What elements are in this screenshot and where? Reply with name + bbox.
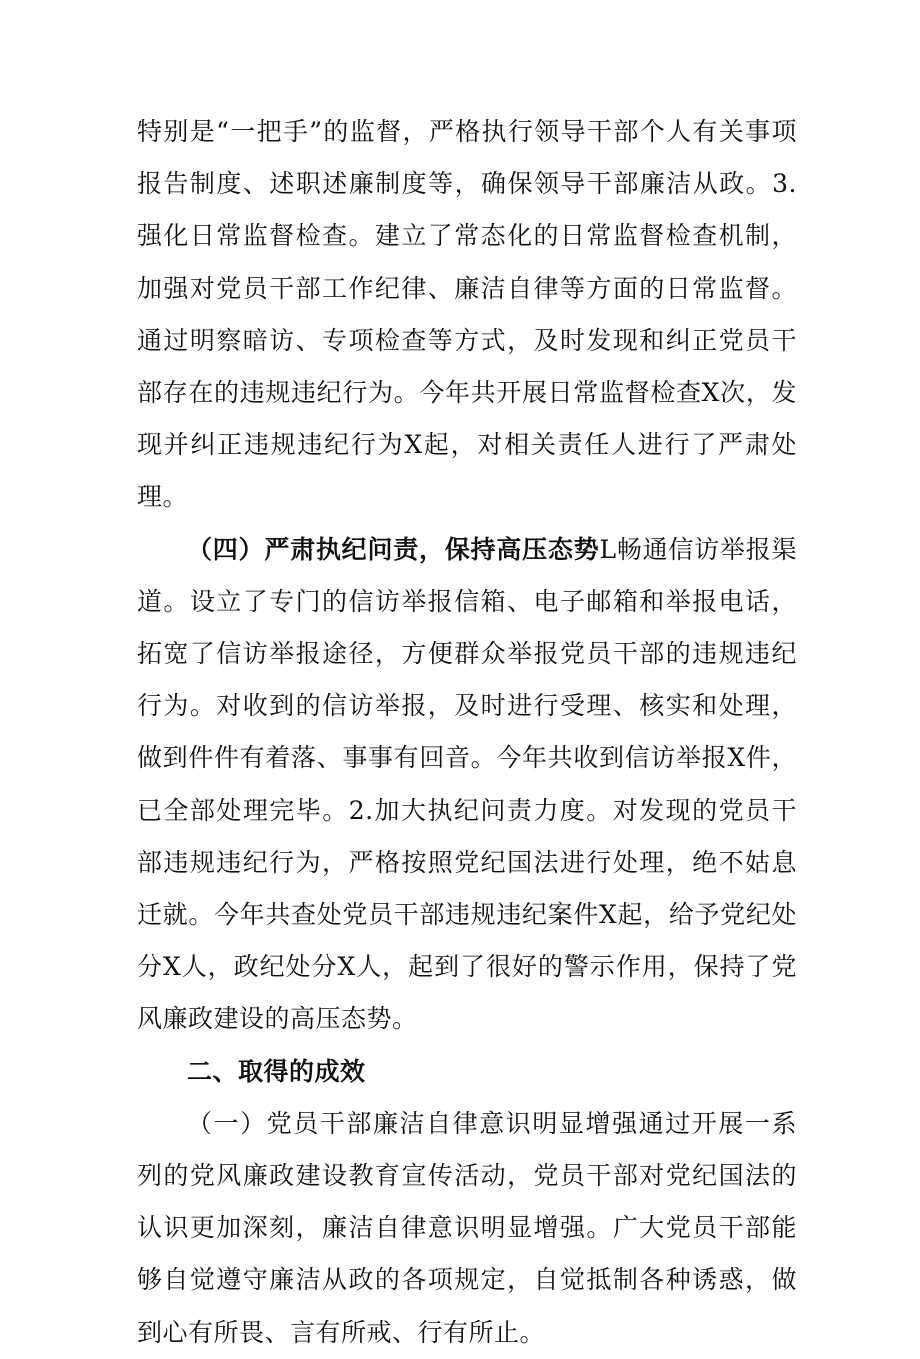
- section-heading: 二、取得的成效: [187, 1056, 366, 1086]
- paragraph-results: [137, 1098, 797, 1359]
- paragraph-text: （一）党员干部廉洁自律意识明显增强通过开展一系列的党风廉政建设教育宣传活动，党员干部对党纪国法的认识更加深刻，廉洁自律意识明显增强。广大党员干部能够自觉遵守廉洁从政的各项规定，自觉抵制各种诱惑，做到心有所畏、言有所戒、行有所止。: [137, 1108, 797, 1347]
- document-page: [137, 106, 797, 1359]
- paragraph-discipline: [137, 524, 797, 1046]
- paragraph-lead: （四）严肃执纪问责，保持高压态势: [187, 534, 600, 564]
- paragraph-text: L畅通信访举报渠道。设立了专门的信访举报信箱、电子邮箱和举报电话，拓宽了信访举报途径，方便群众举报党员干部的违规违纪行为。对收到的信访举报，及时进行受理、核实和处理，做到件件有着落、事事有回音。今年共收到信访举报X件，已全部处理完毕。2.加大执纪问责力度。对发现的党员干部违规违纪行为，严格按照党纪国法进行处理，绝不姑息迁就。今年共查处党员干部违规违纪案件X起，给予党纪处分X人，政纪处分X人，起到了很好的警示作用，保持了党风廉政建设的高压态势。: [137, 534, 797, 1034]
- paragraph-text: 特别是“一把手”的监督，严格执行领导干部个人有关事项报告制度、述职述廉制度等，确保领导干部廉洁从政。3.强化日常监督检查。建立了常态化的日常监督检查机制，加强对党员干部工作纪律、廉洁自律等方面的日常监督。通过明察暗访、专项检查等方式，及时发现和纠正党员干部存在的违规违纪行为。今年共开展日常监督检查X次，发现并纠正违规违纪行为X起，对相关责任人进行了严肃处理。: [137, 117, 797, 512]
- paragraph-supervision: [137, 106, 797, 524]
